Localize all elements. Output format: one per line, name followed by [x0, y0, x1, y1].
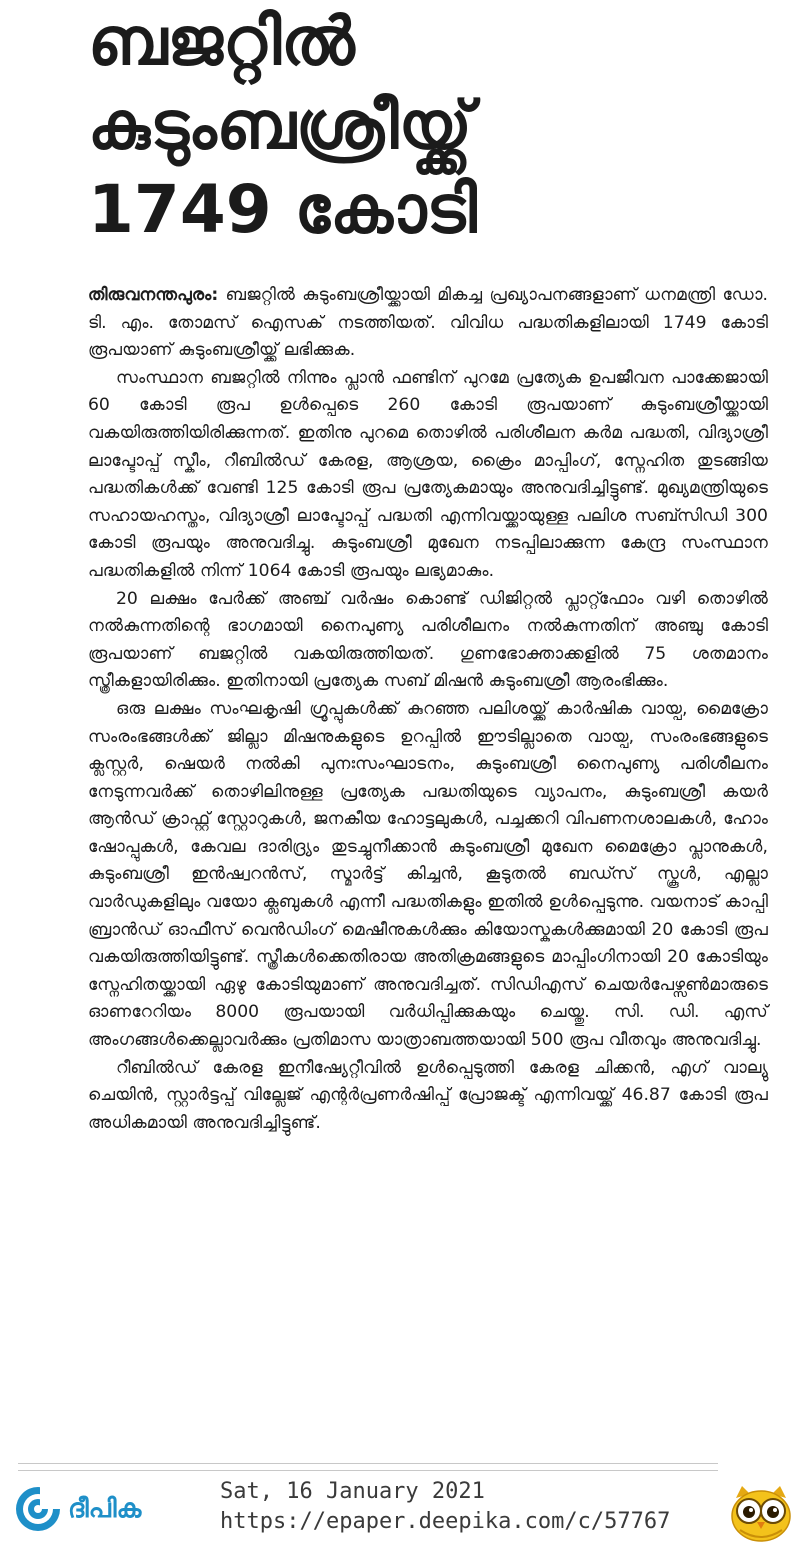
epaper-url[interactable]: https://epaper.deepika.com/c/57767 [220, 1509, 671, 1534]
paragraph-5: റീബിൽഡ് കേരള ഇനീഷ്യേറ്റീവിൽ ഉൾപ്പെടുത്തി കേരള ചിക്കൻ, എഗ് വാല്യു ചെയിൻ, സ്റ്റാർട്ടപ്പ് വില്ലേജ് എന്റർപ്രണർഷിപ്പ് പ്രോജക്ട് എന്നിവയ്ക്ക് 46.87 കോടി രൂപ അധികമായി അനുവദിച്ചിട്ടുണ്ട്. [88, 1057, 768, 1133]
logo-text: ദീപിക [68, 1494, 142, 1524]
headline-line-2: കുടുംബശ്രീയ്ക്ക് [88, 87, 472, 164]
footer-divider-bottom [18, 1470, 718, 1471]
article-body [88, 282, 768, 1137]
deepika-logo-icon [14, 1485, 62, 1533]
headline-line-1: ബജറ്റിൽ [88, 3, 355, 80]
edition-date: Sat, 16 January 2021 [220, 1479, 485, 1504]
dateline: തിരുവനന്തപുരം: [88, 285, 219, 305]
paragraph-2: സംസ്ഥാന ബജറ്റിൽ നിന്നും പ്ലാൻ ഫണ്ടിന് പുറമേ പ്രത്യേക ഉപജീവന പാക്കേജായി 60 കോടി രൂപ ഉൾപ്പെടെ 260 കോടി രൂപയാണ് കുടുംബശ്രീയ്ക്കായി വകയിരുത്തിയിരിക്കുന്നത്. ഇതിനു പുറമെ തൊഴിൽ പരിശീലന കർമ പദ്ധതി, വിദ്യാശ്രീ ലാപ്ടോപ്പ് സ്കീം, റീബിൽഡ് കേരള, ആശ്രയ, ക്രൈം മാപ്പിംഗ്, സ്നേഹിത തുടങ്ങിയ പദ്ധതികൾക്ക് വേണ്ടി 125 കോടി രൂപ പ്രത്യേകമായും അനുവദിച്ചിട്ടുണ്ട്. മുഖ്യമന്ത്രിയുടെ സഹായഹസ്തം, വിദ്യാശ്രീ ലാപ്ടോപ്പ് പദ്ധതി എന്നിവയ്ക്കായുള്ള പലിശ സബ്സിഡി 300 കോടി രൂപയും അനുവദിച്ചു. കുടുംബശ്രീ മുഖേന നടപ്പിലാക്കുന്ന കേന്ദ്ര സംസ്ഥാന പദ്ധതികളിൽ നിന്ന് 1064 കോടി രൂപയും ലഭ്യമാകും. [88, 367, 768, 581]
paragraph-4: ഒരു ലക്ഷം സംഘകൃഷി ഗ്രൂപ്പുകൾക്ക് കുറഞ്ഞ പലിശയ്ക്ക് കാർഷിക വായ്പ, മൈക്രോ സംരംഭങ്ങൾക്ക് ജില്ലാ മിഷനുകളുടെ ഉറപ്പിൽ ഈടില്ലാതെ വായ്പ, സംരംഭങ്ങളുടെ ക്ലസ്റ്റർ, ഷെയർ നൽകി പുനഃസംഘാടനം, കുടുംബശ്രീ നൈപുണ്യ പരിശീലനം നേടുന്നവർക്ക് തൊഴിലിനുള്ള പ്രത്യേക പദ്ധതിയുടെ വ്യാപനം, കുടുംബശ്രീ കയർ ആൻഡ് ക്രാഫ്റ്റ് സ്റ്റോറുകൾ, ജനകീയ ഹോട്ടലുകൾ, പച്ചക്കറി വിപണനശാലകൾ, ഹോം ഷോപ്പുകൾ, കേവല ദാരിദ്ര്യം തുടച്ചുനീക്കാൻ കുടുംബശ്രീ മുഖേന മൈക്രോ പ്ലാനുകൾ, കുടുംബശ്രീ ഇൻഷ്വറൻസ്, സ്മാർട്ട് കിച്ചൻ, കൂടുതൽ ബഡ്സ് സ്കൂൾ, എല്ലാ വാർഡുകളിലും വയോ ക്ലബുകൾ എന്നീ പദ്ധതികളും ഇതിൽ ഉൾപ്പെടുന്നു. വയനാട് കാപ്പി ബ്രാൻഡ് ഓഫീസ് വെൻഡിംഗ് മെഷീനുകൾക്കും കിയോസ്കുകൾക്കുമായി 20 കോടി രൂപ വകയിരുത്തിയിട്ടുണ്ട്. സ്ത്രീകൾക്കെതിരായ അതിക്രമങ്ങളുടെ മാപ്പിംഗിനായി 20 കോടിയും സ്നേഹിതയ്ക്കായി ഏഴു കോടിയുമാണ് അനുവദിച്ചത്. സിഡിഎസ് ചെയർപേഴ്സൺമാരുടെ ഓണറേറിയം 8000 രൂപയായി വർധിപ്പിക്കുകയും ചെയ്തു. സി. ഡി. എസ് അംഗങ്ങൾക്കെല്ലാവർക്കും പ്രതിമാസ യാത്രാബത്തയായി 500 രൂപ വീതവും അനുവദിച്ചു. [88, 698, 768, 1051]
deepika-logo[interactable] [14, 1485, 214, 1533]
owl-mascot-icon [728, 1484, 794, 1542]
headline-line-3: 1749 കോടി [88, 171, 477, 248]
paragraph-1 [88, 282, 768, 365]
paragraph-1-text: ബജറ്റിൽ കുടുംബശ്രീയ്ക്കായി മികച്ച പ്രഖ്യാപനങ്ങളാണ് ധനമന്ത്രി ഡോ. ടി. എം. തോമസ് ഐസക് നടത്തിയത്. വിവിധ പദ്ധതികളിലായി 1749 കോടി രൂപയാണ് കുടുംബശ്രീയ്ക്ക് ലഭിക്കുക. [88, 285, 768, 361]
headline [88, 0, 788, 252]
footer-divider-top [18, 1463, 718, 1464]
paragraph-3: 20 ലക്ഷം പേർക്ക് അഞ്ച് വർഷം കൊണ്ട് ഡിജിറ്റൽ പ്ലാറ്റ്ഫോം വഴി തൊഴിൽ നൽകുന്നതിന്റെ ഭാഗമായി നൈപുണ്യ പരിശീലനം നൽകുന്നതിന് അഞ്ചു കോടി രൂപയാണ് ബജറ്റിൽ വകയിരുത്തിയത്. ഗുണഭോക്താക്കളിൽ 75 ശതമാനം സ്ത്രീകളായിരിക്കും. ഇതിനായി പ്രത്യേക സബ് മിഷൻ കുടുംബശ്രീ ആരംഭിക്കും. [88, 588, 768, 692]
